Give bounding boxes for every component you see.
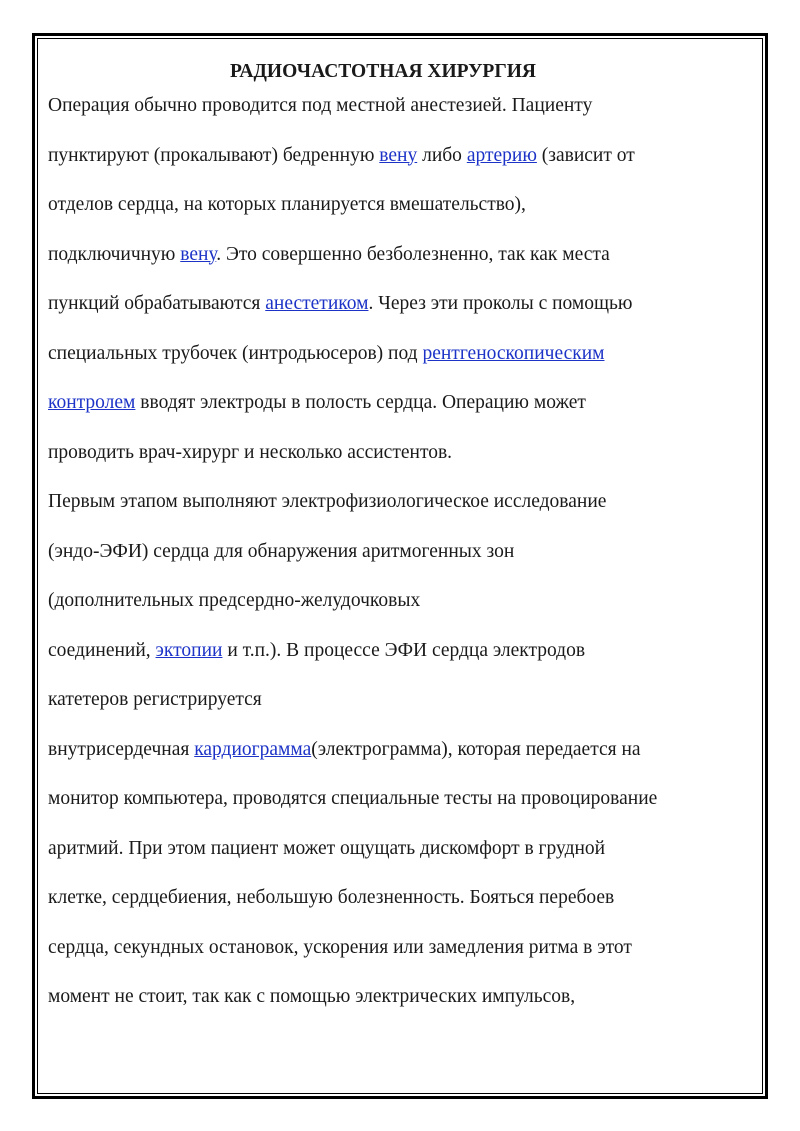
text-line: [48, 884, 748, 934]
text-line: [48, 439, 748, 489]
text-span: (эндо-ЭФИ) сердца для обнаружения аритмогенных зон: [48, 540, 515, 562]
text-span: специальных трубочек (интродьюсеров) под: [48, 342, 423, 364]
text-span: (зависит от: [536, 144, 635, 166]
text-link[interactable]: артерию: [466, 144, 537, 166]
text-span: катетеров регистрируется: [48, 689, 262, 710]
text-line: [48, 340, 748, 390]
text-span: вводят электроды в полость сердца. Операцию может: [135, 392, 586, 413]
text-span: момент не стоит, так как с помощью электрических импульсов,: [48, 986, 576, 1007]
text-line: [48, 92, 748, 142]
text-line: [48, 983, 748, 1033]
text-span: подключичную: [48, 243, 181, 265]
text-span: соединений,: [48, 639, 156, 661]
text-span: (электрограмма), которая передается на: [311, 738, 641, 760]
text-line: [48, 934, 748, 984]
text-link[interactable]: анестетиком: [265, 293, 369, 314]
text-link[interactable]: кардиограмма: [194, 738, 312, 760]
text-link[interactable]: эктопии: [155, 639, 223, 661]
text-link[interactable]: вену: [180, 243, 217, 265]
text-link[interactable]: контролем: [48, 392, 136, 413]
text-line: [48, 142, 748, 192]
text-span: . Это совершенно безболезненно, так как места: [216, 243, 610, 265]
text-line: [48, 191, 748, 241]
text-line: [48, 637, 748, 687]
text-span: монитор компьютера, проводятся специальные тесты на провоцирование: [48, 788, 658, 809]
text-span: либо: [417, 144, 467, 166]
text-span: . Через эти проколы с помощью: [368, 293, 633, 314]
text-span: сердца, секундных остановок, ускорения или замедления ритма в этот: [48, 936, 632, 958]
text-link[interactable]: рентгеноскопическим: [422, 342, 605, 364]
text-span: отделов сердца, на которых планируется вмешательство),: [48, 194, 526, 215]
text-span: аритмий. При этом пациент может ощущать дискомфорт в грудной: [48, 837, 606, 859]
text-span: внутрисердечная: [48, 738, 195, 760]
text-span: Первым этапом выполняют электрофизиологическое исследование: [48, 491, 607, 512]
text-line: [48, 785, 748, 835]
document-text: [48, 92, 748, 1033]
text-line: [48, 241, 748, 291]
text-line: [48, 290, 748, 340]
document-title: РАДИОЧАСТОТНАЯ ХИРУРГИЯ: [230, 61, 536, 82]
text-span: (дополнительных предсердно-желудочковых: [48, 590, 421, 611]
text-line: [48, 389, 748, 439]
text-line: [48, 686, 748, 736]
text-line: [48, 488, 748, 538]
text-line: [48, 835, 748, 885]
text-span: пунктируют (прокалывают) бедренную: [48, 144, 380, 166]
text-line: [48, 587, 748, 637]
text-link[interactable]: вену: [379, 144, 418, 166]
text-span: проводить врач-хирург и несколько ассистентов.: [48, 441, 453, 463]
text-span: пункций обрабатываются: [48, 293, 266, 314]
text-span: и т.п.). В процессе ЭФИ сердца электродов: [222, 639, 586, 661]
text-line: [48, 538, 748, 588]
document-body: [48, 52, 748, 1033]
text-line: [48, 736, 748, 786]
text-span: Операция обычно проводится под местной анестезией. Пациенту: [48, 95, 593, 116]
text-span: клетке, сердцебиения, небольшую болезненность. Бояться перебоев: [48, 887, 615, 908]
